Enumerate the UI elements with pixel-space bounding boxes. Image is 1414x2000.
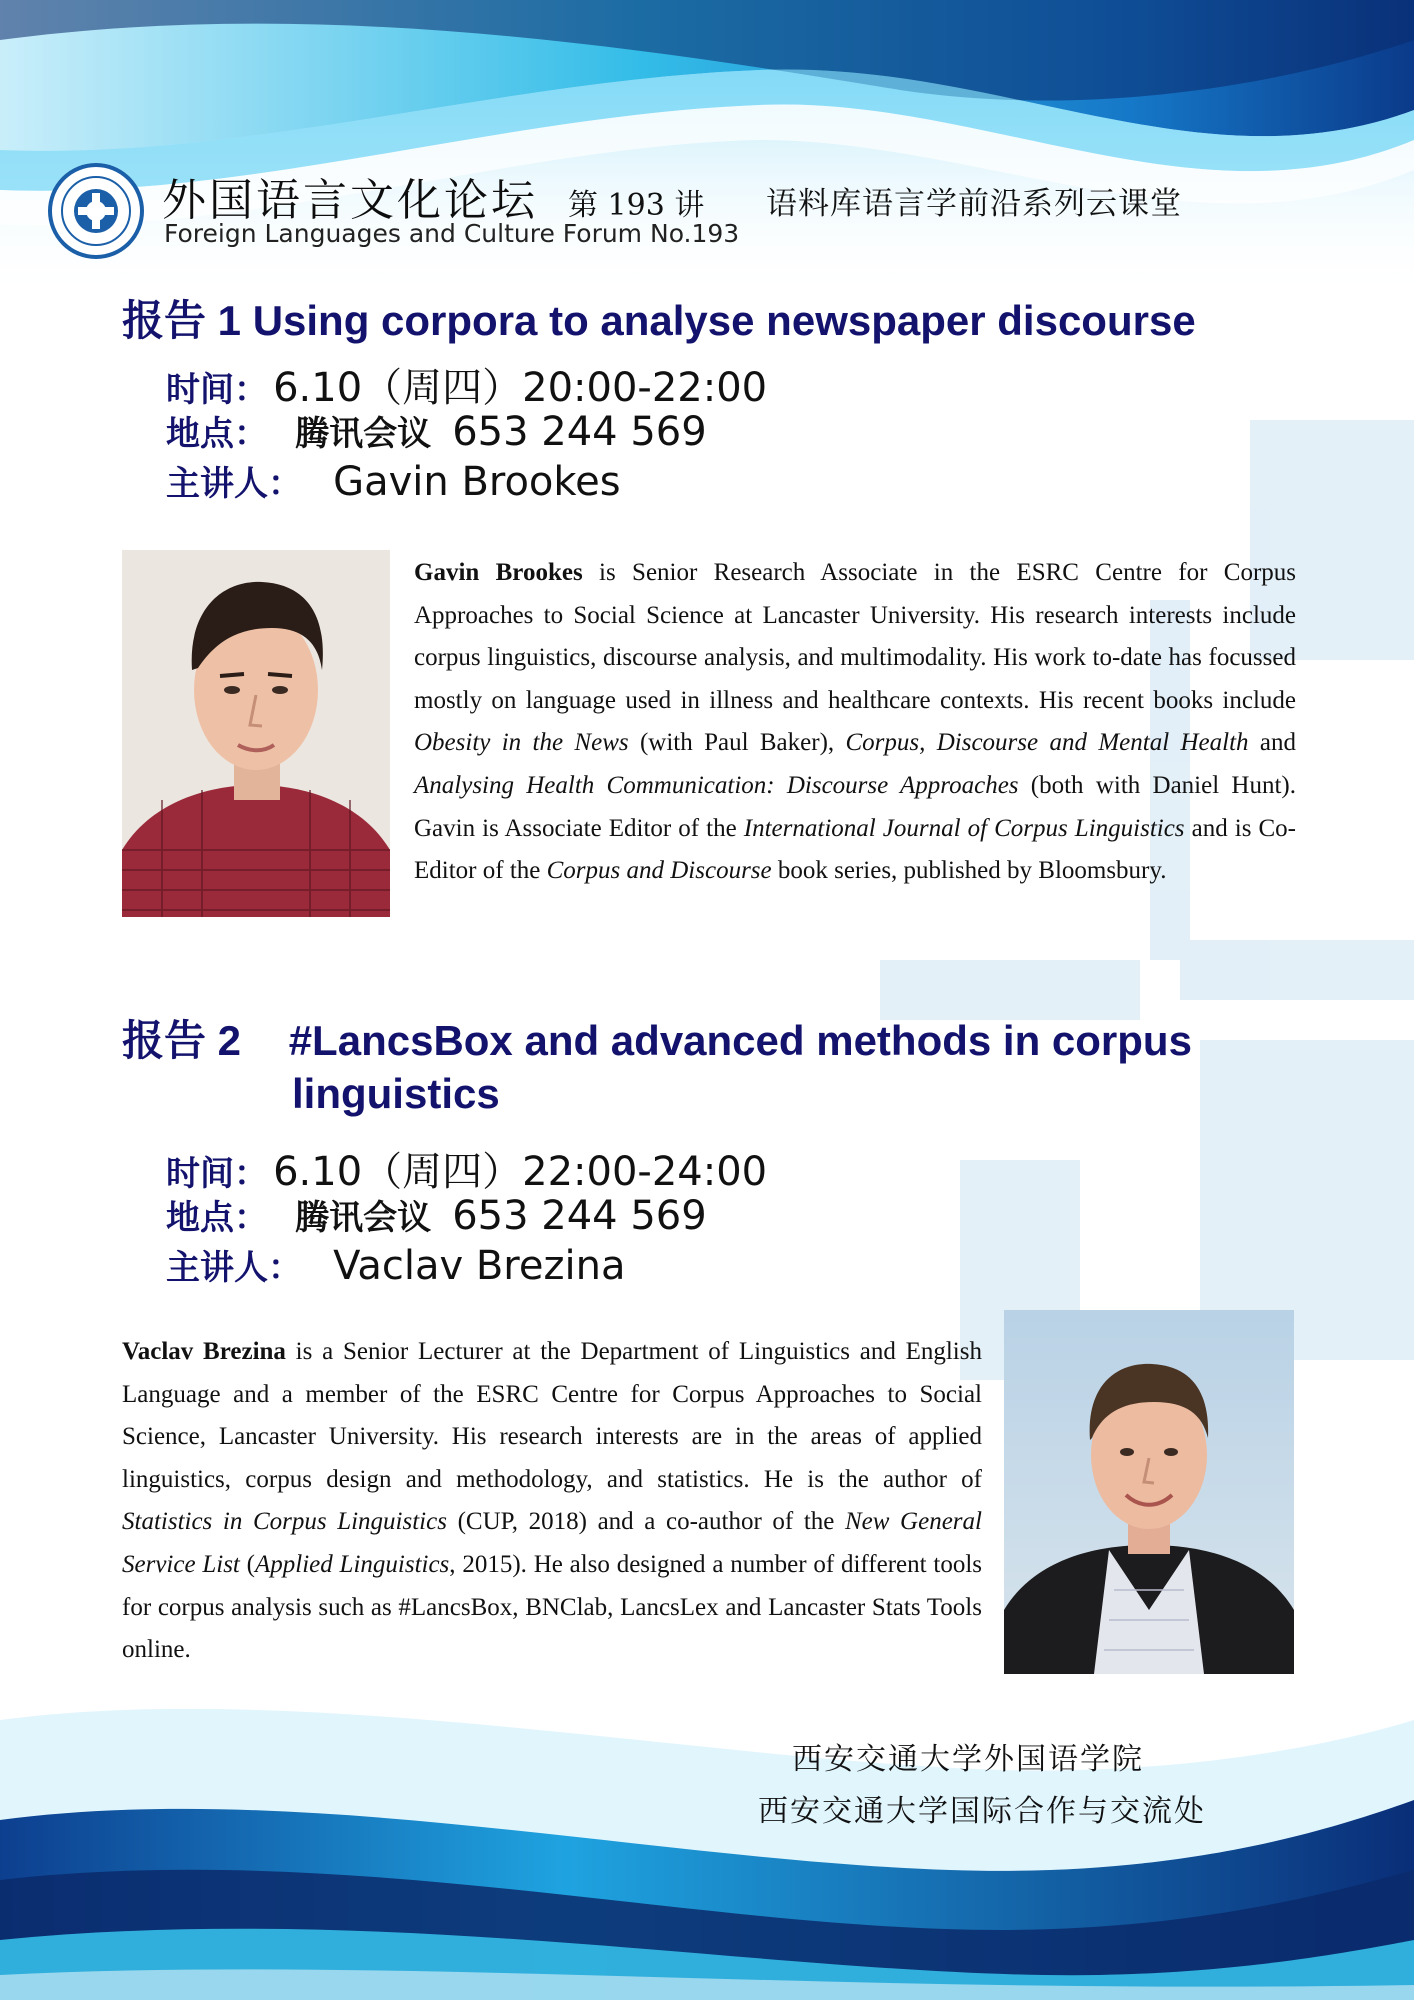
talk1-time-row — [166, 356, 767, 413]
bio2-book-2: New General Service List — [122, 1508, 982, 1578]
bio2-text-3: ( — [239, 1550, 255, 1578]
talk1-time-label: 时间： — [166, 370, 268, 410]
bio1-journal: International Journal of Corpus Linguistics — [743, 814, 1185, 842]
talk2-time-label: 时间： — [166, 1154, 268, 1194]
talk1-label: 报告 1 — [122, 297, 242, 344]
talk2-place-platform: 腾讯会议 — [295, 1198, 432, 1238]
bio2-journal: Applied Linguistics — [255, 1550, 450, 1578]
bio1-text-2: (with Paul Baker), — [628, 729, 846, 757]
bio1-text-4: (both with Daniel Hunt). Gavin is Associate Editor of the — [414, 771, 1296, 842]
talk2-title-line2: linguistics — [292, 1070, 500, 1117]
organizer-2: 西安交通大学国际合作与交流处 — [758, 1794, 1206, 1829]
bio2-name: Vaclav Brezina — [122, 1338, 286, 1365]
bio1-text-3: and — [1248, 729, 1296, 757]
talk1-place-platform: 腾讯会议 — [295, 414, 432, 454]
talk1-title: Using corpora to analyse newspaper discourse — [252, 297, 1196, 344]
talk2-place-label: 地点： — [166, 1198, 268, 1238]
bio1-book-2: Corpus, Discourse and Mental Health — [845, 729, 1249, 757]
lecture-number: 第 193 讲 — [568, 188, 705, 223]
speaker1-bio — [414, 552, 1296, 893]
university-logo-icon — [48, 163, 144, 259]
bio1-book-3: Analysing Health Communication: Discourse Approaches — [414, 771, 1019, 799]
bio1-text-6: book series, published by Bloomsbury. — [771, 857, 1167, 885]
talk1-place-label: 地点： — [166, 414, 268, 454]
talk2-place-id: 653 244 569 — [452, 1193, 707, 1239]
organizer-1: 西安交通大学外国语学院 — [792, 1742, 1144, 1777]
talk1-speaker-row — [166, 456, 621, 505]
bio1-text-5: and is Co-Editor of the — [414, 814, 1296, 885]
talk2-title-line1: #LancsBox and advanced methods in corpus — [288, 1017, 1192, 1064]
talk1-heading — [122, 288, 1196, 348]
speaker2-bio — [122, 1331, 982, 1672]
bio2-text-2: (CUP, 2018) and a co-author of the — [446, 1508, 845, 1536]
bio1-series: Corpus and Discourse — [546, 857, 772, 885]
bio1-text-1: is Senior Research Associate in the ESRC Centre for Corpus Approaches to Social Science at Lancaster University. His research interests include corpus linguistics, discourse analysis, and multimodality. His work to-date has focussed mostly on language used in illness and healthcare contexts. His recent books include — [414, 559, 1296, 714]
speaker2-photo — [1004, 1310, 1294, 1674]
speaker1-photo — [122, 550, 390, 917]
talk2-place-row — [166, 1190, 707, 1239]
talk2-label: 报告 2 — [122, 1017, 242, 1064]
talk2-heading — [122, 1008, 1192, 1068]
bio2-text-1: is a Senior Lecturer at the Department of Linguistics and English Language and a member of the ESRC Centre for Corpus Approaches to Social Science, Lancaster University. His research interests are in the areas of applied linguistics, corpus design and methodology, and statistics. He is the author of — [122, 1338, 982, 1493]
forum-title-cn: 外国语言文化论坛 — [162, 175, 538, 226]
forum-title-en: Foreign Languages and Culture Forum No.193 — [164, 219, 740, 248]
talk1-speaker-name: Gavin Brookes — [333, 459, 621, 505]
bio2-text-4: , 2015). He also designed a number of different tools for corpus analysis such as #LancsBox, BNClab, LancsLex and Lancaster Stats Tools online. — [122, 1550, 983, 1664]
talk1-time-value: 6.10（周四）20:00-22:00 — [273, 365, 768, 411]
bio1-name: Gavin Brookes — [414, 559, 583, 586]
bio1-book-1: Obesity in the News — [414, 729, 629, 757]
talk2-time-value: 6.10（周四）22:00-24:00 — [273, 1149, 768, 1195]
talk1-place-id: 653 244 569 — [452, 409, 707, 455]
talk1-speaker-label: 主讲人： — [166, 464, 302, 504]
talk2-speaker-name: Vaclav Brezina — [333, 1243, 626, 1289]
talk2-time-row — [166, 1140, 767, 1197]
bio2-book-1: Statistics in Corpus Linguistics — [122, 1508, 447, 1536]
talk1-place-row — [166, 406, 707, 455]
talk2-speaker-label: 主讲人： — [166, 1248, 302, 1288]
series-title: 语料库语言学前沿系列云课堂 — [766, 186, 1182, 222]
talk2-speaker-row — [166, 1240, 625, 1289]
